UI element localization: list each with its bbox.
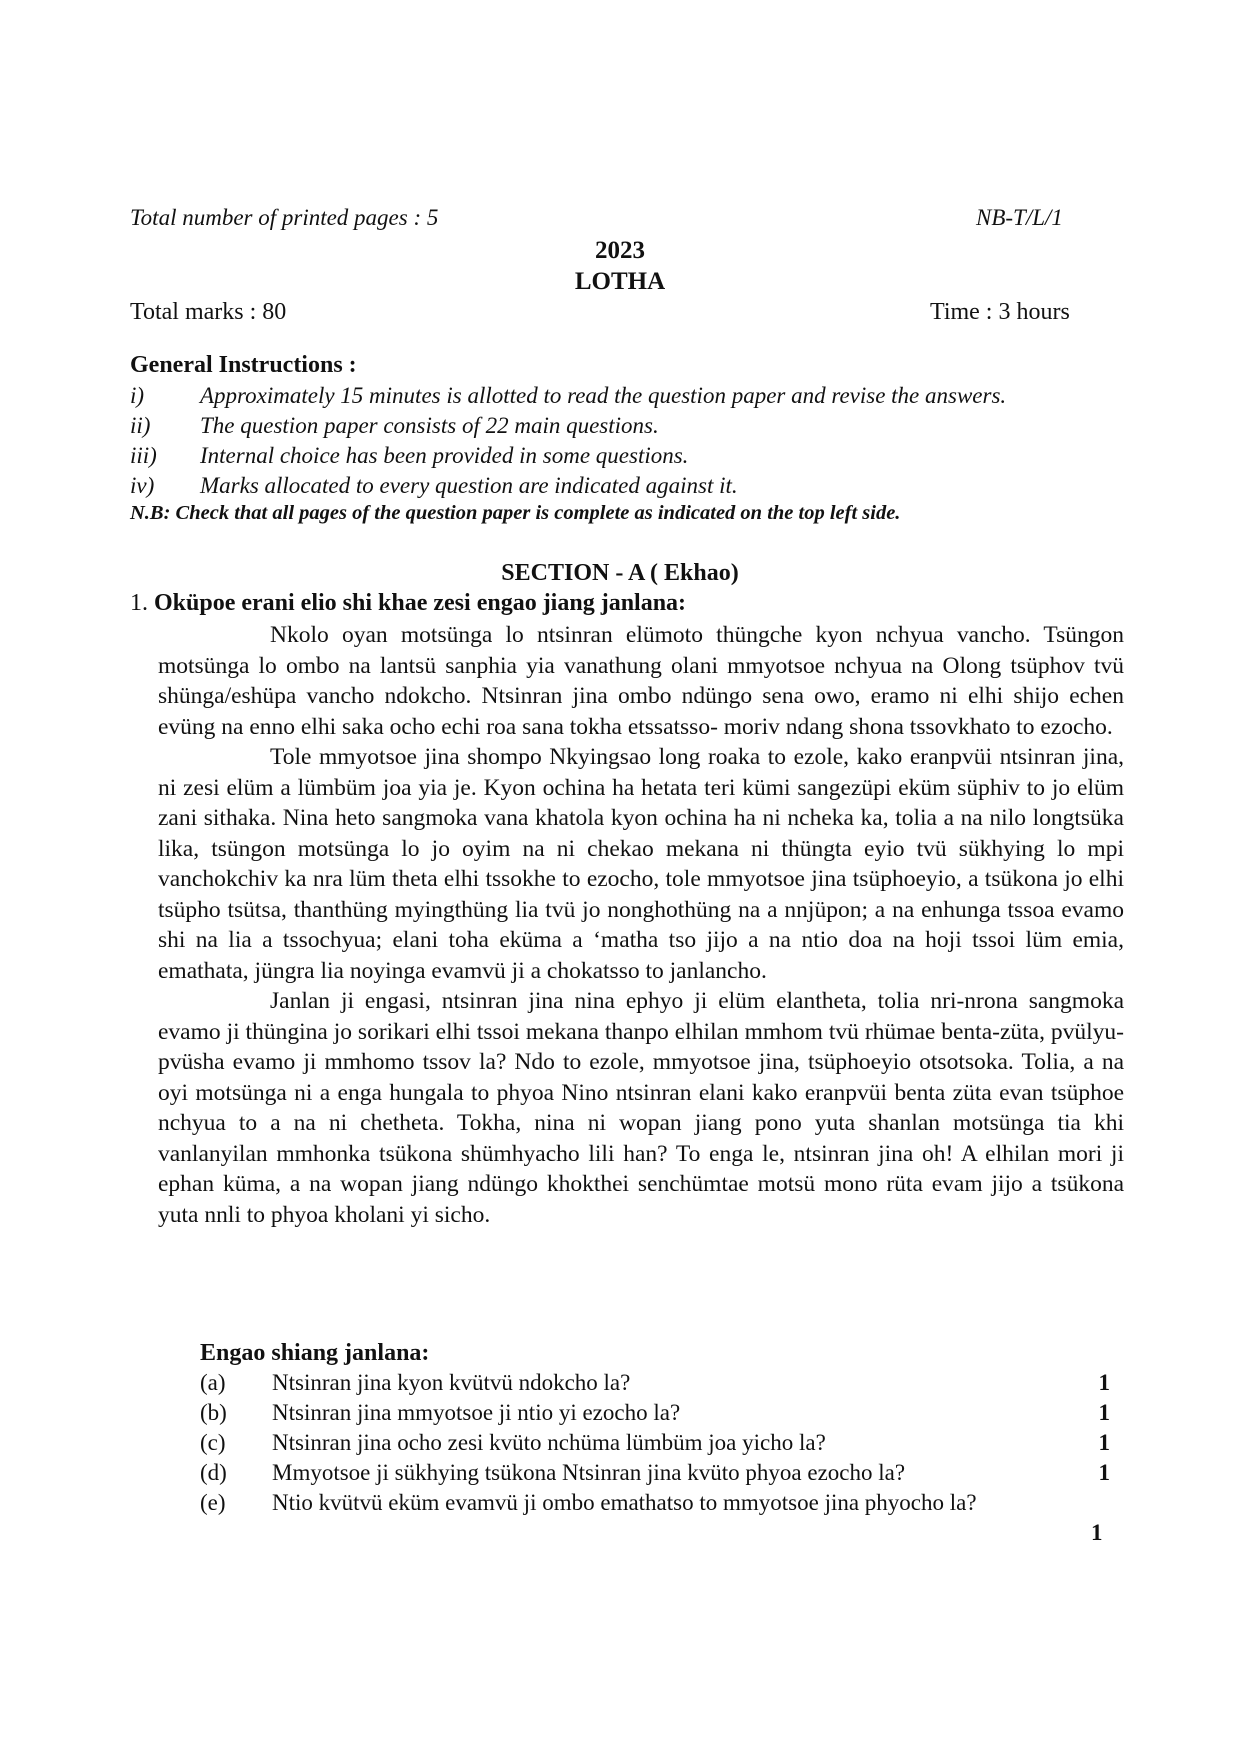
subquestion-label: (b) [200,1400,227,1425]
instructions-title: General Instructions : [130,352,357,378]
section-title: SECTION - A ( Ekhao) [501,560,739,586]
subquestion-text: Mmyotsoe ji sükhying tsükona Ntsinran jina kvüto phyoa ezocho la? [272,1460,906,1485]
question-number: 1. [130,590,148,616]
subquestion-label: (c) [200,1430,226,1455]
subquestion-row [200,1370,1110,1400]
instruction-number: iii) [130,443,157,468]
subquestion-mark: 1 [1091,1520,1103,1545]
instruction-number: ii) [130,413,151,438]
passage-paragraph: Nkolo oyan motsünga lo ntsinran elümoto thüngche kyon nchyua vancho. Tsüngon motsünga lo ombo na lantsü sanphia yia vanathung olani mmyotsoe nchyua na Olong tsüphov tvü shünga/eshüpa vancho ndokcho. Ntsinran jina ombo ndüngo sena owo, eramo ni elhi shijo echen evüng na enno elhi saka ocho echi roa sana tokha etssatsso- moriv ndang shona tssovkhato to ezocho. [158,622,1124,740]
subquestion-text: Ntio kvütvü eküm evamvü ji ombo emathatso to mmyotsoe jina phyocho la? [272,1490,977,1515]
instruction-number: i) [130,383,145,408]
subquestion-mark: 1 [1098,1370,1110,1395]
exam-year: 2023 [595,237,645,264]
question-text: Oküpoe erani elio shi khae zesi engao jiang janlana: [154,590,687,616]
subquestion-row [200,1460,1110,1490]
subquestion-row [200,1430,1110,1460]
total-marks: Total marks : 80 [130,299,287,325]
printed-pages-note: Total number of printed pages : 5 [130,205,439,230]
subquestions-title: Engao shiang janlana: [200,1340,430,1366]
subquestion-mark: 1 [1098,1430,1110,1455]
question-1 [130,590,686,617]
subquestion-mark: 1 [1098,1400,1110,1425]
instruction-text: The question paper consists of 22 main questions. [200,413,659,438]
passage-paragraph: Janlan ji engasi, ntsinran jina nina ephyo ji elüm elantheta, tolia nri-nrona sangmoka evamo ji thüngina jo sorikari elhi tssoi mekana thanpo elhilan mmhom tvü rhümae benta-züta, pvülyu-pvüsha evamo ji mmhomo tssov la? Ndo to ezole, mmyotsoe jina, tsüphoeyio otsotsoka. Tolia, a na oyi motsünga ni a enga hungala to phyoa Nino ntsinran elani kako eranpvüi benta züta evan tsüphoe nchyua to a na ni chetheta. Tokha, nina ni wopan jiang pono yuta shanlan motsünga tia khi vanlanyilan mmhonka tsükona shümhyacho lili han? To enga le, ntsinran jina oh! A elhilan mori ji ephan küma, a na wopan jiang ndüngo khokthei senchümtae motsü mono rüta evam jijo a tsükona yuta nnli to phyoa kholani yi sicho. [158,988,1124,1228]
instruction-number: iv) [130,473,155,498]
subquestion-text: Ntsinran jina kyon kvütvü ndokcho la? [272,1370,631,1395]
subquestion-label: (a) [200,1370,226,1395]
instruction-text: Approximately 15 minutes is allotted to read the question paper and revise the answers. [200,383,1007,408]
subquestion-text: Ntsinran jina mmyotsoe ji ntio yi ezocho la? [272,1400,681,1425]
subquestion-row [200,1400,1110,1430]
paper-code: NB-T/L/1 [976,205,1063,230]
instruction-text: Internal choice has been provided in some questions. [200,443,689,468]
nb-note: N.B: Check that all pages of the question paper is complete as indicated on the top left side. [130,502,901,524]
passage-paragraph: Tole mmyotsoe jina shompo Nkyingsao long roaka to ezole, kako eranpvüi ntsinran jina, ni zesi elüm a lümbüm joa yia je. Kyon ochina ha hetata teri kümi sangezüpi eküm süphiv to jo elüm zani sithaka. Nina heto sangmoka vana khatola kyon ochina ha ni ncheka ka, tolia a na nilo longtsüka lika, tsüngon motsünga lo jo oyim na ni chekao mekana ni thüngta eyio tvü sükhying lo mpi vanchokchiv ka nra lüm theta elhi tssokhe to ezocho, tole mmyotsoe jina tsüphoeyio, a tsükona jo elhi tsüpho tsütsa, thanthüng myingthüng lia tvü jo nonghothüng na a nnjüpon; a na enhunga tssoa evamo shi na lia a tssochyua; elani toha eküma a ‘matha tso jijo a na ntio doa na hoji tssoi lüm emia, emathata, jüngra lia noyinga evamvü ji a chokatsso to janlancho. [158,744,1124,984]
subquestion-text: Ntsinran jina ocho zesi kvüto nchüma lümbüm joa yicho la? [272,1430,826,1455]
comprehension-passage [158,620,1124,1230]
subquestion-label: (e) [200,1490,226,1515]
subject-title: LOTHA [574,268,666,295]
subquestion-label: (d) [200,1460,227,1485]
subquestion-row [200,1490,1110,1520]
subquestion-mark: 1 [1098,1460,1110,1485]
exam-time: Time : 3 hours [930,299,1070,325]
instruction-text: Marks allocated to every question are indicated against it. [200,473,738,498]
